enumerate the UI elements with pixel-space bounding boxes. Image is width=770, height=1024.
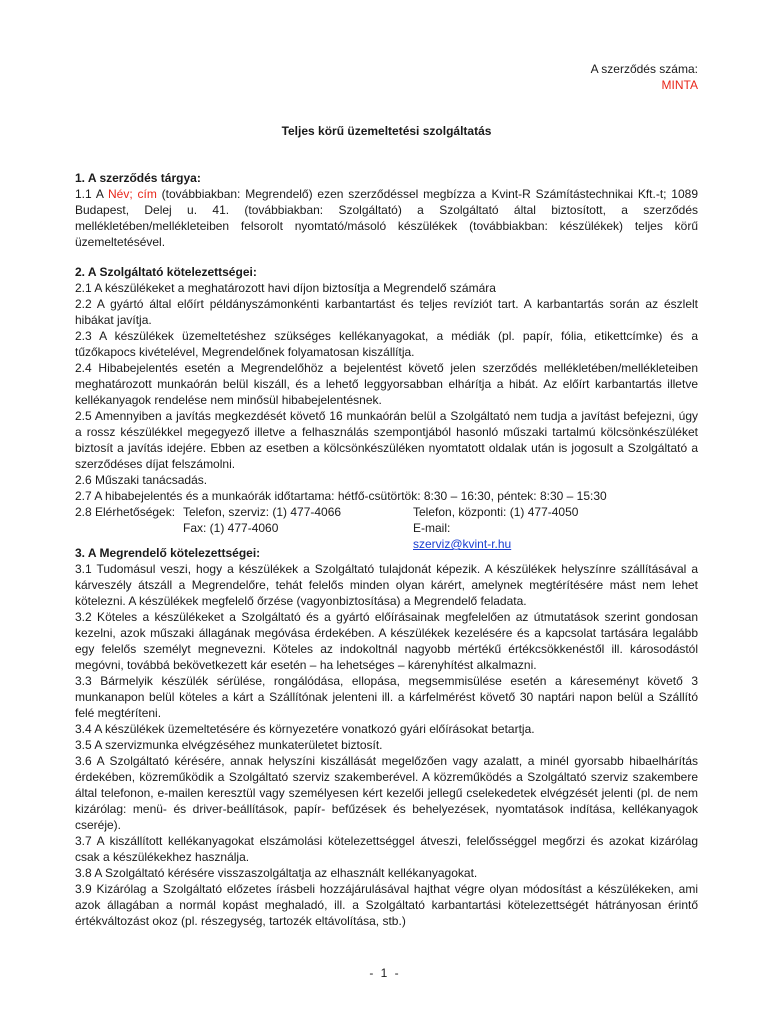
s1-name-placeholder: Név; cím — [108, 187, 157, 201]
document-title: Teljes körű üzemeltetési szolgáltatás — [281, 124, 492, 138]
central-phone: Telefon, központi: (1) 477-4050 — [413, 505, 579, 519]
clause-2-1: 2.1 A készülékeket a meghatározott havi díjon biztosítja a Megrendelő számára — [75, 281, 496, 295]
clause-2-5: 2.5 Amennyiben a javítás megkezdését követő 16 munkaórán belül a Szolgáltató nem tudja a javítást befejezni, úgy a rossz készülékkel megegyező illetve a felhasználás szempontjából hasonló műszaki tartalmú kölcsönkészüléket biztosít a javítás idejére. Ebben az esetben a kölcsönkészüléken nyomtatott oldalak után is jogosult a Szolgáltató a szerződéses díjat felszámolni. — [75, 409, 698, 471]
section-3 — [75, 545, 698, 929]
service-phone: Telefon, szerviz: (1) 477-4066 — [183, 505, 342, 519]
contract-number-block — [591, 61, 698, 93]
fax-number: Fax: (1) 477-4060 — [183, 521, 279, 535]
contract-number-label: A szerződés száma: — [590, 62, 698, 76]
clause-3-8: 3.8 A Szolgáltató kérésére visszaszolgáltatja az elhasznált kellékanyagokat. — [75, 866, 478, 880]
clause-3-7: 3.7 A kiszállított kellékanyagokat elszámolási kötelezettséggel átveszi, felelősséggel megőrzi és azokat kizárólag csak a készülékekhez használja. — [75, 834, 698, 864]
clause-3-9: 3.9 Kizárólag a Szolgáltató előzetes írásbeli hozzájárulásával hajthat végre olyan módosítást a készülékeken, ami azok állagában a normál kopást meghaladó, ill. a Szolgáltató karbantartási kötelezettségét hátrányosan érintő értékváltozást okoz (pl. részegység, tartozék eltávolítása, stb.) — [75, 882, 698, 928]
clause-3-5: 3.5 A szervizmunka elvégzéséhez munkaterületet biztosít. — [75, 738, 383, 752]
email-link[interactable]: szerviz@kvint-r.hu — [413, 537, 512, 551]
clause-3-2: 3.2 Köteles a készülékeket a Szolgáltató és a gyártó előírásainak megfelelően az útmutatások szerint gondosan kezelni, azok műszaki állagának megóvása érdekében. A készülékek kezelésére és a kapcsolat tartására legalább egy felelős személyt megnevezni. Köteles az indokoltnál nagyobb mértékű értékcsökkenéstől ill. károsodástól megóvni, továbbá bekövetkezett kár esetén – ha lehetséges – kárenyhítést alkalmazni. — [75, 610, 698, 672]
section-3-heading: 3. A Megrendelő kötelezettségei: — [75, 546, 261, 560]
clause-3-4: 3.4 A készülékek üzemeltetésére és környezetére vonatkozó gyári előírásokat betartja. — [75, 722, 535, 736]
clause-3-1: 3.1 Tudomásul veszi, hogy a készülékek a Szolgáltató tulajdonát képezik. A készülékek helyszínre szállításával a kárveszély átszáll a Megrendelőre, tehát felelős minden olyan kárért, amelynek megtérítésére mást nem lehet kötelezni. A készülékek megfelelő őrzése (vagyonbiztosítása) a Megrendelő feladata. — [75, 562, 698, 608]
section-2 — [75, 264, 698, 552]
clause-3-6: 3.6 A Szolgáltató kérésére, annak helyszíni kiszállását megelőzően vagy azalatt, a minél gyorsabb hibaelhárítás érdekében, közreműködik a Szolgáltató szerviz szakemberével. A közreműködés a Szolgáltató szerviz szakembere által telefonon, e-mailen keresztül vagy személyesen kért kezelői jellegű cselekedetek elvégzését jelenti (pl. de nem kizárólag: menü- és driver-beállítások, papír- befűzések és behelyezések, nyomtatások indítása, kellékanyagok cseréje). — [75, 754, 698, 832]
contacts-label: 2.8 Elérhetőségek: — [75, 505, 176, 519]
email-label: E-mail: — [413, 521, 451, 535]
section-1-heading: 1. A szerződés tárgya: — [75, 171, 201, 185]
clause-2-7: 2.7 A hibabejelentés és a munkaórák időtartama: hétfő-csütörtök: 8:30 – 16:30, péntek: 8:30 – 15:30 — [75, 489, 607, 503]
s1-prefix: 1.1 A — [75, 187, 109, 201]
clause-2-2: 2.2 A gyártó által előírt példányszámonkénti karbantartást és teljes revíziót tart. A karbantartás során az észlelt hibákat javítja. — [75, 297, 698, 327]
contract-number-value: MINTA — [661, 78, 698, 92]
clause-2-4: 2.4 Hibabejelentés esetén a Megrendelőhöz a bejelentést követő jelen szerződés mellékletében/mellékleteiben meghatározott munkaórán belül kiszáll, és a lehető leggyorsabban elhárítja a hibát. Az előírt karbantartás illetve kellékanyagok rendelése nem minősül hibabejelentésnek. — [75, 361, 698, 407]
clause-2-6: 2.6 Műszaki tanácsadás. — [75, 473, 208, 487]
clause-2-3: 2.3 A készülékek üzemeltetéshez szükséges kellékanyagokat, a médiák (pl. papír, fólia, etikettcímke) és a tűzőkapocs kivételével, Megrendelőnek folyamatosan kiszállítja. — [75, 329, 698, 359]
section-1 — [75, 170, 698, 250]
clause-3-3: 3.3 Bármelyik készülék sérülése, rongálódása, ellopása, megsemmisülése esetén a káreseményt követő 3 munkanapon belül köteles a kárt a Szállítónak jelenteni ill. a kárfelmérést követő 30 naptári napon belül a Szállító felé megtéríteni. — [75, 674, 698, 720]
section-2-heading: 2. A Szolgáltató kötelezettségei: — [75, 265, 257, 279]
page-number: - 1 - — [369, 966, 401, 980]
section-1-paragraph — [75, 186, 698, 250]
s1-rest: (továbbiakban: Megrendelő) ezen szerződéssel megbízza a Kvint-R Számítástechnikai Kft.-t; 1089 Budapest, Delej u. 41. (továbbiakban: Szolgáltató) a Szolgáltató által biztosított, a szerződés mellékletében/mellékleteiben felsorolt nyomtató/másoló készülékek (továbbiakban: készülékek) teljes körű üzemeltetésével. — [75, 187, 699, 249]
